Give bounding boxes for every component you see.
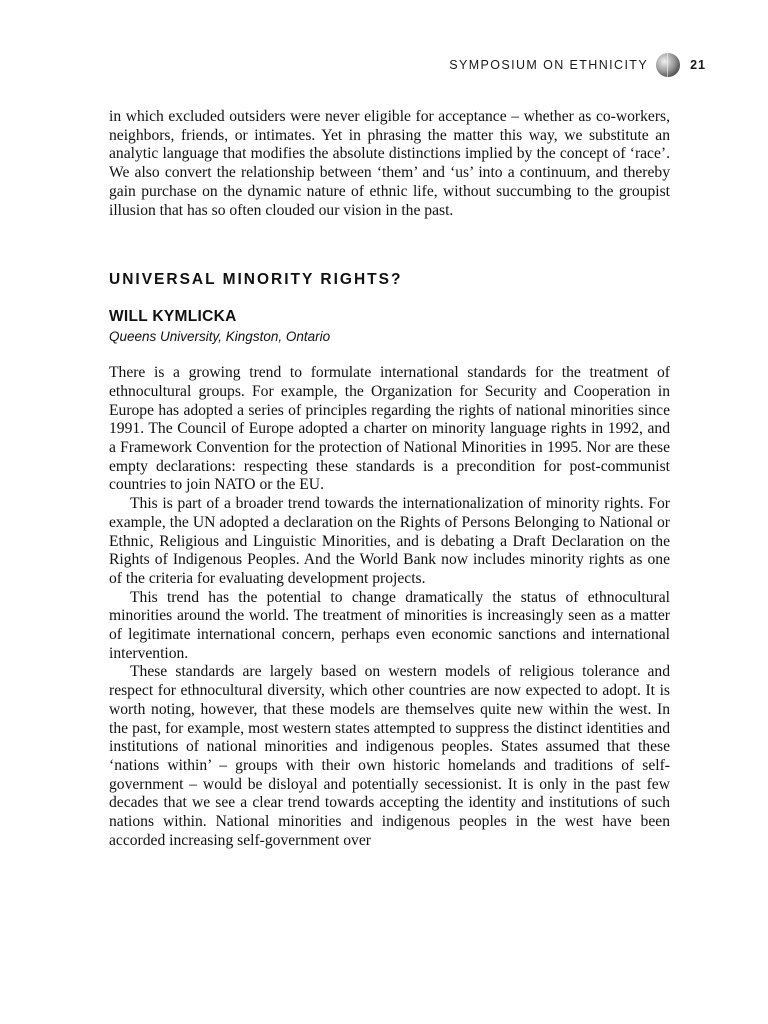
page-number: 21 — [690, 58, 706, 72]
body-paragraph-3: This trend has the potential to change dramatically the status of ethnocultural minorities around the world. The treatment of minorities is increasingly seen as a matter of legitimate international concern, perhaps even economic sanctions and international intervention. — [109, 588, 670, 662]
globe-icon — [656, 53, 680, 77]
body-paragraph-2: This is part of a broader trend towards the internationalization of minority rights. For example, the UN adopted a declaration on the Rights of Persons Belonging to National or Ethnic, Religious and Linguistic Minorities, and is debating a Draft Declaration on the Rights of Indigenous Peoples. And the World Bank now includes minority rights as one of the criteria for evaluating development projects. — [109, 495, 670, 587]
continued-paragraph: in which excluded outsiders were never eligible for acceptance – whether as co-workers, neighbors, friends, or intimates. Yet in phrasing the matter this way, we substitute an analytic language that modifies the absolute distinctions implied by the concept of ‘race’. We also convert the relationship between ‘them’ and ‘us’ into a continuum, and thereby gain purchase on the dynamic nature of ethnic life, without succumbing to the groupist illusion that has so often clouded our vision in the past. — [109, 108, 670, 219]
author-affiliation: Queens University, Kingston, Ontario — [109, 329, 331, 345]
section-heading: UNIVERSAL MINORITY RIGHTS? — [109, 271, 403, 289]
running-head — [449, 53, 706, 77]
running-head-title: SYMPOSIUM ON ETHNICITY — [449, 58, 649, 72]
author-name: WILL KYMLICKA — [109, 308, 237, 326]
body-paragraph-1: There is a growing trend to formulate international standards for the treatment of ethnocultural groups. For example, the Organization for Security and Cooperation in Europe has adopted a series of principles regarding the rights of national minorities since 1991. The Council of Europe adopted a charter on minority language rights in 1992, and a Framework Convention for the protection of National Minorities in 1995. Nor are these empty declarations: respecting these standards is a precondition for post-communist countries to join NATO or the EU. — [109, 364, 670, 494]
body-paragraph-4: These standards are largely based on western models of religious tolerance and respect for ethnocultural diversity, which other countries are now expected to adopt. It is worth noting, however, that these models are themselves quite new within the west. In the past, for example, most western states attempted to suppress the distinct identities and institutions of national minorities and indigenous peoples. States assumed that these ‘nations within’ – groups with their own historic homelands and traditions of self-government – would be disloyal and potentially secessionist. It is only in the past few decades that we see a clear trend towards accepting the identity and institutions of such nations within. National minorities and indigenous peoples in the west have been accorded increasing self-government over — [109, 663, 670, 849]
page-body — [109, 108, 670, 851]
